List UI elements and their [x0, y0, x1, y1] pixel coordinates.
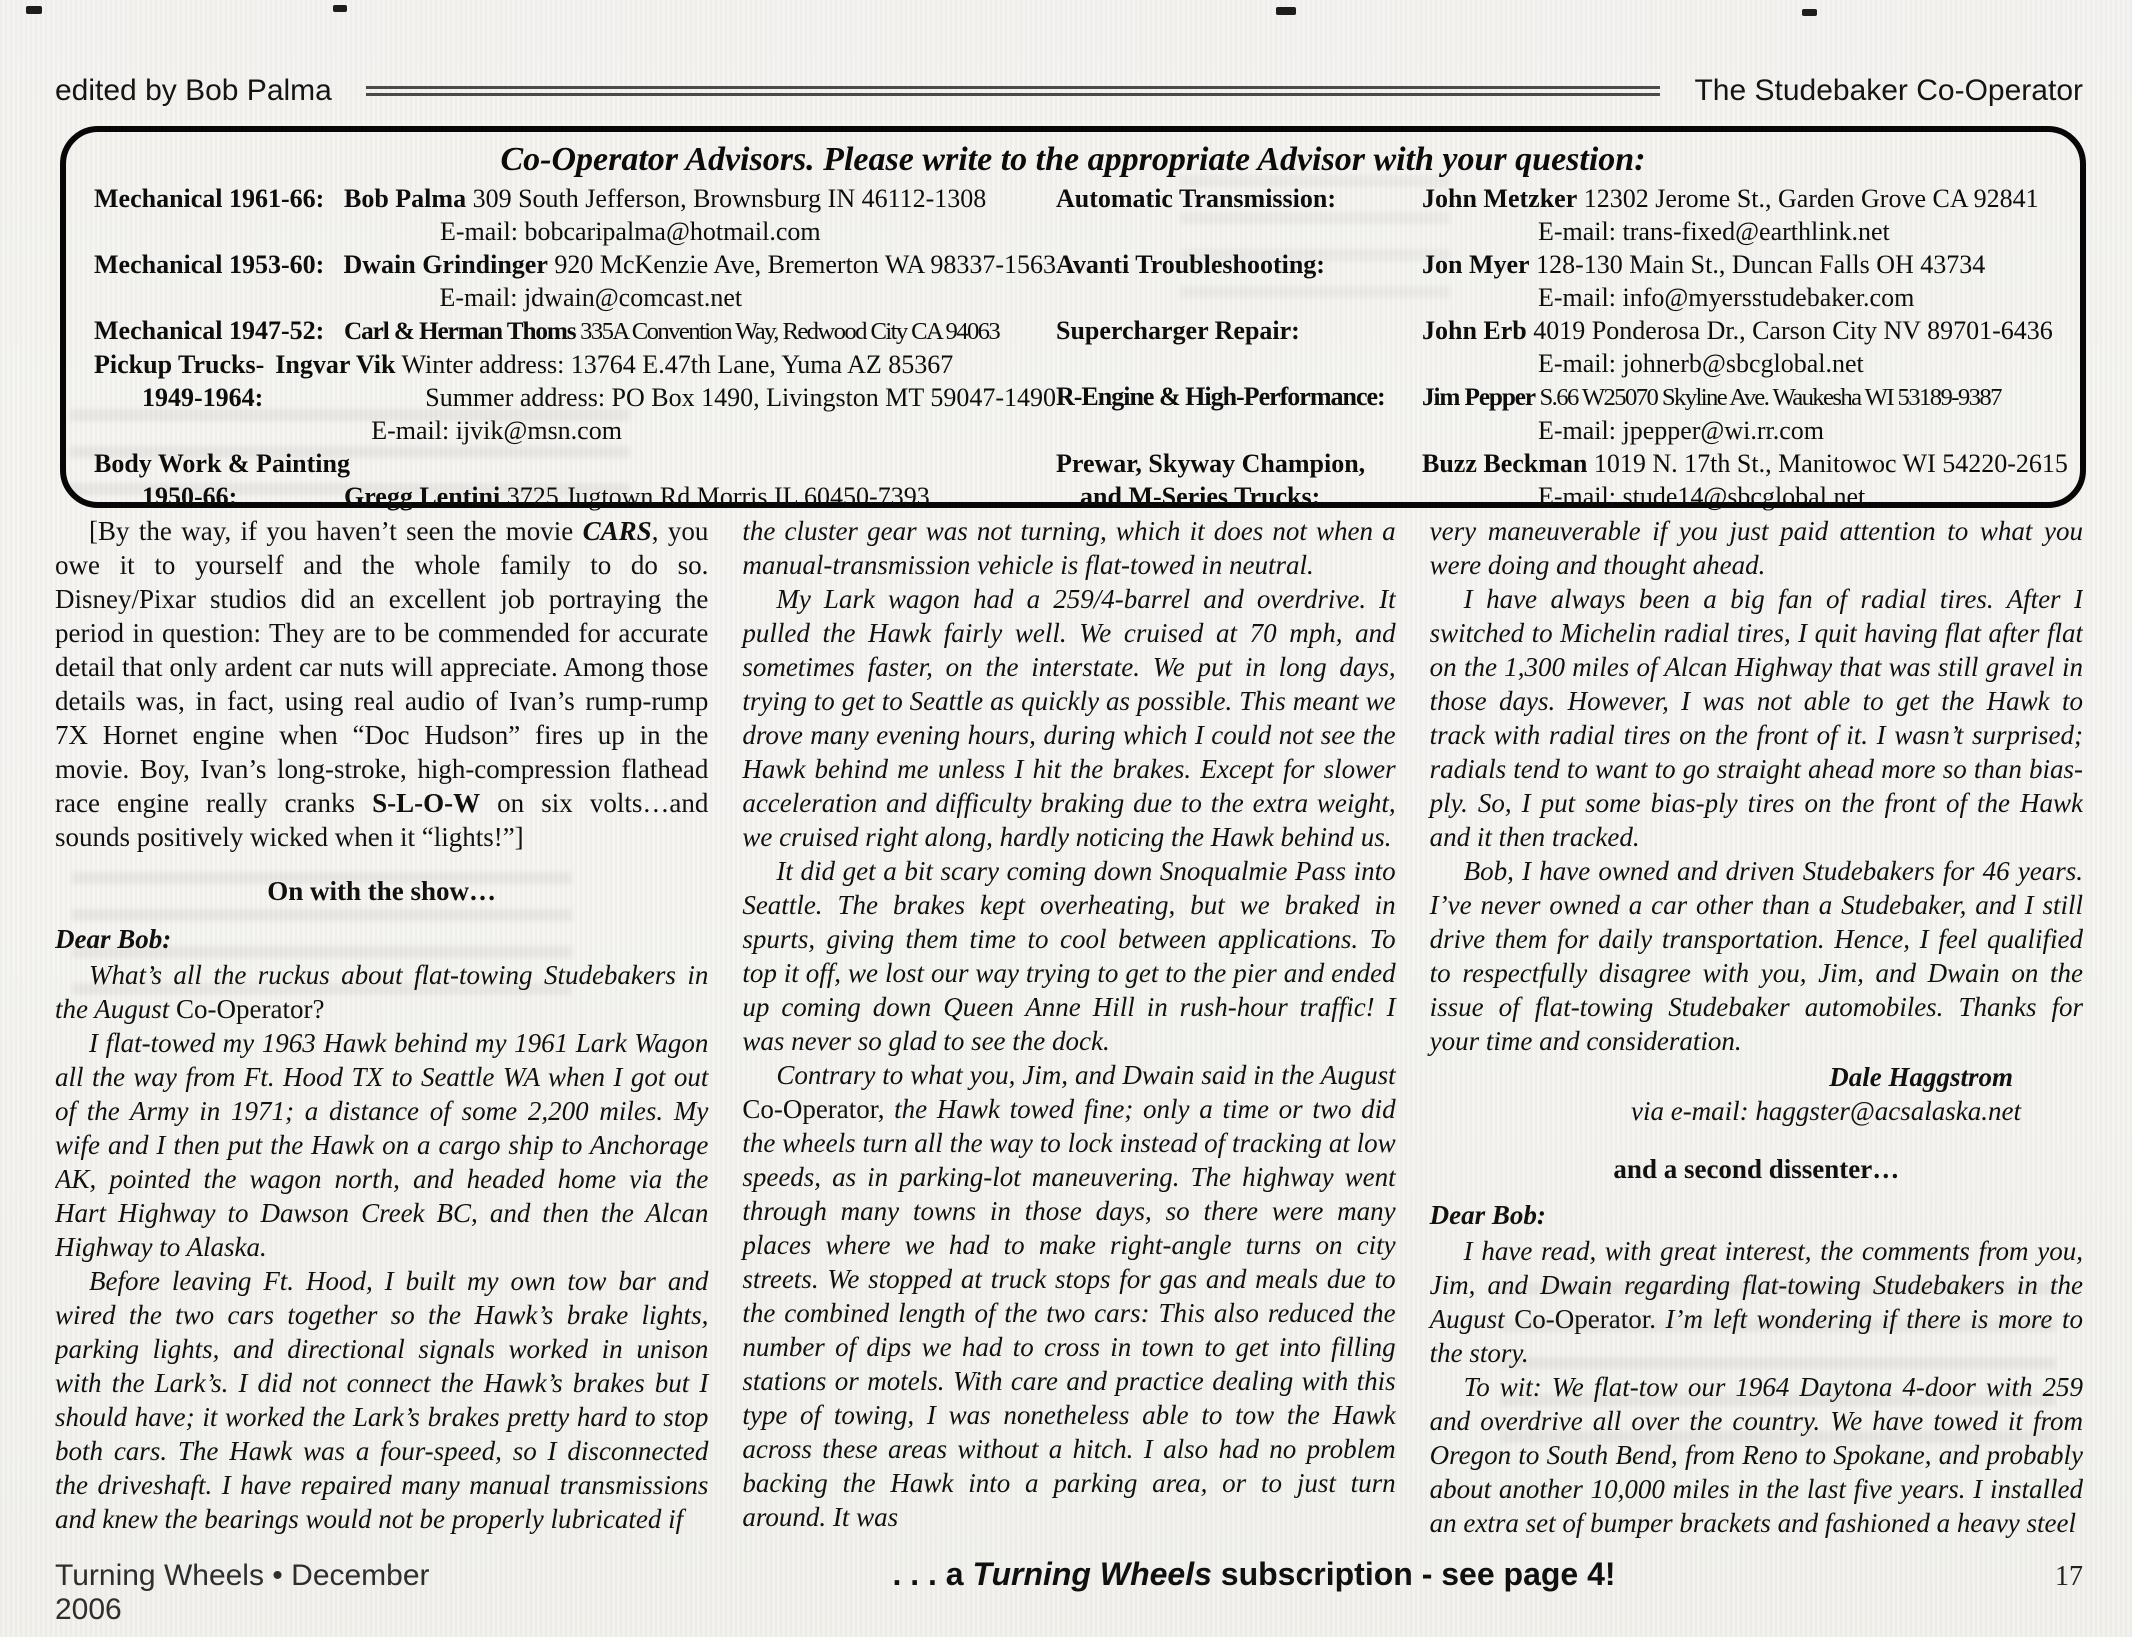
advisor-contact — [1422, 182, 2072, 248]
text-segment: I’m left wondering if there is more to the story. — [1429, 1304, 2083, 1368]
text-segment: What’s all the ruckus about flat-towing Studebakers in the August — [55, 960, 709, 1024]
paragraph — [55, 1264, 708, 1536]
specialty-label: and M-Series Trucks: — [1080, 482, 1321, 511]
text-segment: I flat-towed my 1963 Hawk behind my 1961 Lark Wagon all the way from Ft. Hood TX to Seattle WA when I got out of the Army in 1971; a distance of some 2,200 miles. My wife and I then put the Hawk on a cargo ship to Anchorage AK, pointed the wagon north, and headed home via the Hart Highway to Dawson Creek BC, and then the Alcan Highway to Alaska. — [55, 1028, 709, 1262]
specialty-label: Mechanical 1947-52: — [94, 316, 325, 345]
contact-line — [275, 348, 1056, 381]
text-segment: S.66 W25070 Skyline Ave. Waukesha WI 53189-9387 — [1534, 384, 2001, 411]
advisor-specialty — [1056, 182, 1422, 248]
text-segment: Before leaving Ft. Hood, I built my own tow bar and wired the two cars together so the Hawk’s brake lights, parking lights, and directional signals worked in unison with the Lark’s. I did not connect the Hawk’s brakes but I should have; it worked the Lark’s brakes pretty hard to stop both cars. The Hawk was a four-speed, so I disconnected the driveshaft. I have repaired many manual transmissions and knew the bearings would not be properly lubricated if — [55, 1266, 709, 1534]
publication-title: The Studebaker Co-Operator — [1694, 74, 2083, 107]
paragraph — [55, 514, 708, 854]
text-segment: Summer address: PO Box 1490, Livingston MT 59047-1490 — [425, 383, 1056, 412]
text-segment: My Lark wagon had a 259/4-barrel and overdrive. It pulled the Hawk fairly well. We cruised at 70 mph, and sometimes faster, on the interstate. We put in long days, trying to get to Seattle as quickly as possible. This meant we drove many evening hours, during which I could not see the Hawk behind me unless I hit the brakes. Except for slower acceleration and difficulty braking due to the extra weight, we cruised right along, hardly noticing the Hawk behind us. — [742, 584, 1396, 852]
footer-publication-date: Turning Wheels • December 2006 — [55, 1559, 430, 1626]
text-segment: Winter address: 13764 E.47th Lane, Yuma AZ 85367 — [395, 350, 954, 379]
advisor-row — [94, 182, 1056, 248]
text-segment: 3725 Jugtown Rd Morris IL 60450-7393 — [500, 482, 930, 511]
advisor-specialty — [94, 182, 344, 248]
text-segment: very maneuverable if you just paid attention to what you were doing and thought ahead. — [1429, 516, 2083, 580]
page-footer — [55, 1556, 2083, 1627]
advisor-specialty — [1056, 447, 1422, 513]
advisor-contact — [1422, 248, 2072, 314]
paragraph — [742, 582, 1395, 854]
specialty-label: Mechanical 1953-60: — [94, 250, 325, 279]
advisor-contact — [1422, 314, 2072, 380]
text-segment: E-mail: trans-fixed@earthlink.net — [1538, 217, 1890, 246]
advisor-specialty — [94, 248, 343, 314]
specialty-label: Mechanical 1961-66: — [94, 184, 325, 213]
text-segment: on six volts…and sounds positively wicked when it “lights!”] — [55, 788, 709, 852]
text-segment: Contrary to what you, Jim, and Dwain said in the August — [776, 1060, 1396, 1090]
text-segment: E-mail: jpepper@wi.rr.com — [1538, 416, 1825, 445]
advisor-row — [1056, 314, 2072, 380]
text-segment: I have read, with great interest, the comments from you, Jim, and Dwain regarding flat-towing Studebakers in the August — [1429, 1236, 2083, 1334]
advisor-specialty — [94, 348, 275, 447]
text-segment: S-L-O-W — [372, 788, 481, 818]
specialty-label: Body Work & Painting — [94, 449, 350, 478]
advisor-row — [1056, 380, 2072, 447]
text-segment: Turning Wheels — [972, 1556, 1212, 1592]
footer-subscription-note — [495, 1556, 2013, 1593]
contact-email — [1422, 480, 2072, 513]
advisor-contact — [1422, 380, 2072, 447]
text-segment: . . . a — [892, 1556, 973, 1592]
article-columns — [55, 514, 2083, 1554]
text-segment: 920 McKenzie Ave, Bremerton WA 98337-1563 — [547, 250, 1056, 279]
text-segment: Carl & Herman Thoms — [344, 318, 576, 345]
text-segment: 128-130 Main St., Duncan Falls OH 43734 — [1529, 250, 1986, 279]
paragraph — [1430, 514, 2083, 582]
page-number: 17 — [2055, 1561, 2083, 1592]
advisor-row — [94, 248, 1056, 314]
contact-email — [1422, 347, 2072, 380]
text-segment: 12302 Jerome St., Garden Grove CA 92841 — [1577, 184, 2039, 213]
text-segment: CARS — [582, 516, 652, 546]
text-segment: Jim Pepper — [1422, 384, 1535, 411]
article-column-1 — [55, 514, 708, 1554]
section-heading: and a second dissenter… — [1613, 1154, 1900, 1184]
contact-line — [343, 248, 1056, 281]
text-segment: John Metzker — [1422, 184, 1578, 213]
scan-artifact — [333, 5, 347, 12]
text-segment: the cluster gear was not turning, which it does not when a manual-transmission vehicle is flat-towed in neutral. — [742, 516, 1396, 580]
text-segment: E-mail: bobcaripalma@hotmail.com — [440, 217, 821, 246]
text-segment: 1019 N. 17th St., Manitowoc WI 54220-2615 — [1587, 449, 2068, 478]
text-segment: Co-Operator, — [742, 1094, 885, 1124]
paragraph — [55, 1026, 708, 1264]
text-segment: I have always been a big fan of radial tires. After I switched to Michelin radial tires, I quit having flat after flat on the 1,300 miles of Alcan Highway that was still gravel in those days. However, I was not able to get the Hawk to track with radial tires on the front of it. I wasn’t surprised; radials tend to want to go straight ahead more so than bias-ply. So, I put some bias-ply tires on the front of the Hawk and it then tracked. — [1429, 584, 2083, 852]
contact-line — [1422, 182, 2072, 215]
advisor-row — [1056, 248, 2072, 314]
paragraph — [1430, 582, 2083, 854]
scan-artifact — [26, 6, 42, 14]
page-header — [55, 74, 2083, 108]
text-segment: E-mail: ijvik@msn.com — [371, 416, 622, 445]
advisors-grid — [66, 182, 2080, 513]
specialty-label: Supercharger Repair: — [1056, 316, 1300, 345]
text-segment: John Erb — [1422, 316, 1527, 345]
article-column-2 — [742, 514, 1395, 1554]
scan-artifact — [1276, 7, 1296, 15]
advisor-row — [94, 348, 1056, 447]
advisor-specialty — [1056, 248, 1422, 314]
text-segment: E-mail: info@myersstudebaker.com — [1538, 283, 1915, 312]
text-segment: E-mail: jdwain@comcast.net — [439, 283, 743, 312]
contact-line — [1422, 447, 2072, 480]
contact-line — [344, 480, 1056, 513]
contact-email — [275, 414, 1056, 447]
text-segment: It did get a bit scary coming down Snoqualmie Pass into Seattle. The brakes kept overheating, but we braked in spurts, giving them time to cool between applications. To top it off, we lost our way trying to get to the pier and ended up coming down Queen Anne Hill in rush-hour traffic! I was never so glad to see the dock. — [742, 856, 1396, 1056]
advisor-row — [1056, 182, 2072, 248]
text-segment: , you owe it to yourself and the whole family to do so. Disney/Pixar studios did an excellent job portraying the period in question: They are to be commended for accurate detail that only ardent car nuts will appreciate. Among those details was, in fact, using real audio of Ivan’s rump-rump 7X Hornet engine when “Doc Hudson” fires up in the movie. Boy, Ivan’s long-stroke, high-compression flathead race engine really cranks — [55, 516, 709, 818]
paragraph — [1430, 1234, 2083, 1370]
advisor-specialty — [94, 447, 350, 513]
contact-email — [1422, 414, 2072, 447]
text-segment: Bob Palma — [344, 184, 467, 213]
advisors-box-title: Co-Operator Advisors. Please write to the appropriate Advisor with your question: — [500, 141, 1646, 178]
paragraph — [1430, 854, 2083, 1058]
contact-line — [275, 381, 1056, 414]
paragraph — [1430, 1370, 2083, 1540]
text-segment: Gregg Lentini — [344, 482, 501, 511]
letter-salutation: Dear Bob: — [55, 924, 172, 954]
specialty-label: 1950-66: — [142, 482, 238, 511]
advisor-specialty — [94, 314, 344, 348]
header-divider-rule — [366, 86, 1661, 96]
specialty-label: Automatic Transmission: — [1056, 184, 1336, 213]
text-segment: subscription - see page 4! — [1211, 1556, 1616, 1592]
contact-email — [1422, 281, 2072, 314]
specialty-label: Pickup Trucks- — [94, 350, 265, 379]
advisor-contact — [275, 348, 1056, 447]
text-segment: To wit: We flat-tow our 1964 Daytona 4-door with 259 and overdrive all over the country. We have towed it from Oregon to South Bend, from Reno to Spokane, and probably about another 10,000 miles in the last five years. I installed an extra set of bumper brackets and fashioned a heavy steel — [1429, 1372, 2083, 1538]
paragraph — [742, 1058, 1395, 1534]
advisor-row — [1056, 447, 2072, 513]
advisor-contact — [1422, 447, 2072, 513]
text-segment: Co-Operator. — [1514, 1304, 1656, 1334]
specialty-label: Avanti Troubleshooting: — [1056, 250, 1325, 279]
signature-email: via e-mail: haggster@acsalaska.net — [1630, 1096, 2021, 1126]
advisor-row — [94, 447, 1056, 513]
advisors-left-column — [94, 182, 1056, 513]
specialty-label: R-Engine & High-Performance: — [1056, 382, 1385, 411]
contact-email — [343, 281, 1056, 314]
text-segment: [By the way, if you haven’t seen the movie — [89, 516, 583, 546]
contact-line — [344, 314, 1056, 348]
contact-line — [1422, 248, 2072, 281]
article-column-3 — [1430, 514, 2083, 1554]
text-segment: 335A Convention Way, Redwood City CA 94063 — [575, 318, 1000, 345]
scan-artifact — [1802, 9, 1817, 16]
advisor-contact — [344, 447, 1056, 513]
signature-name: Dale Haggstrom — [1829, 1062, 2013, 1092]
advisor-specialty — [1056, 314, 1422, 380]
text-segment: Dwain Grindinger — [343, 250, 548, 279]
specialty-label: 1949-1964: — [142, 383, 264, 412]
paragraph — [55, 958, 708, 1026]
advisor-contact — [343, 248, 1056, 314]
text-segment: Co-Operator? — [176, 994, 325, 1024]
text-segment: E-mail: stude14@sbcglobal.net — [1538, 482, 1866, 511]
advisor-specialty — [1056, 380, 1422, 447]
text-segment: Buzz Beckman — [1422, 449, 1588, 478]
text-segment: E-mail: johnerb@sbcglobal.net — [1538, 349, 1864, 378]
contact-email — [344, 215, 1056, 248]
advisor-contact — [344, 314, 1056, 348]
text-segment: 4019 Ponderosa Dr., Carson City NV 89701-6436 — [1526, 316, 2053, 345]
text-segment: 309 South Jefferson, Brownsburg IN 46112-1308 — [466, 184, 987, 213]
section-heading: On with the show… — [267, 876, 497, 906]
letter-salutation: Dear Bob: — [1429, 1200, 1546, 1230]
contact-line — [1422, 314, 2072, 347]
text-segment: Jon Myer — [1422, 250, 1530, 279]
advisors-box — [60, 126, 2086, 511]
text-segment: the Hawk towed fine; only a time or two did the wheels turn all the way to lock instead of tracking at low speeds, as in parking-lot maneuvering. The highway went through many towns in those days, so there were many places where we had to make right-angle turns on city streets. We stopped at truck stops for gas and meals due to the combined length of the two cars: This also reduced the number of dips we had to cross in town to get into filling stations or motels. With care and practice dealing with this type of towing, I was nonetheless able to tow the Hawk across these areas without a hitch. I also had no problem backing the Hawk into a parking area, or to just turn around. It was — [742, 1094, 1396, 1532]
advisor-row — [94, 314, 1056, 348]
paragraph — [742, 854, 1395, 1058]
paragraph — [742, 514, 1395, 582]
editor-credit: edited by Bob Palma — [55, 74, 332, 107]
text-segment: Bob, I have owned and driven Studebakers for 46 years. I’ve never owned a car other than a Studebaker, and I still drive them for daily transportation. Hence, I feel qualified to respectfully disagree with you, Jim, and Dwain on the issue of flat-towing Studebaker automobiles. Thanks for your time and consideration. — [1429, 856, 2083, 1056]
contact-email — [1422, 215, 2072, 248]
specialty-label: Prewar, Skyway Champion, — [1056, 449, 1366, 478]
contact-line — [344, 182, 1056, 215]
contact-line — [1422, 380, 2072, 414]
text-segment: Ingvar Vik — [275, 350, 396, 379]
advisor-contact — [344, 182, 1056, 248]
advisors-right-column — [1056, 182, 2080, 513]
